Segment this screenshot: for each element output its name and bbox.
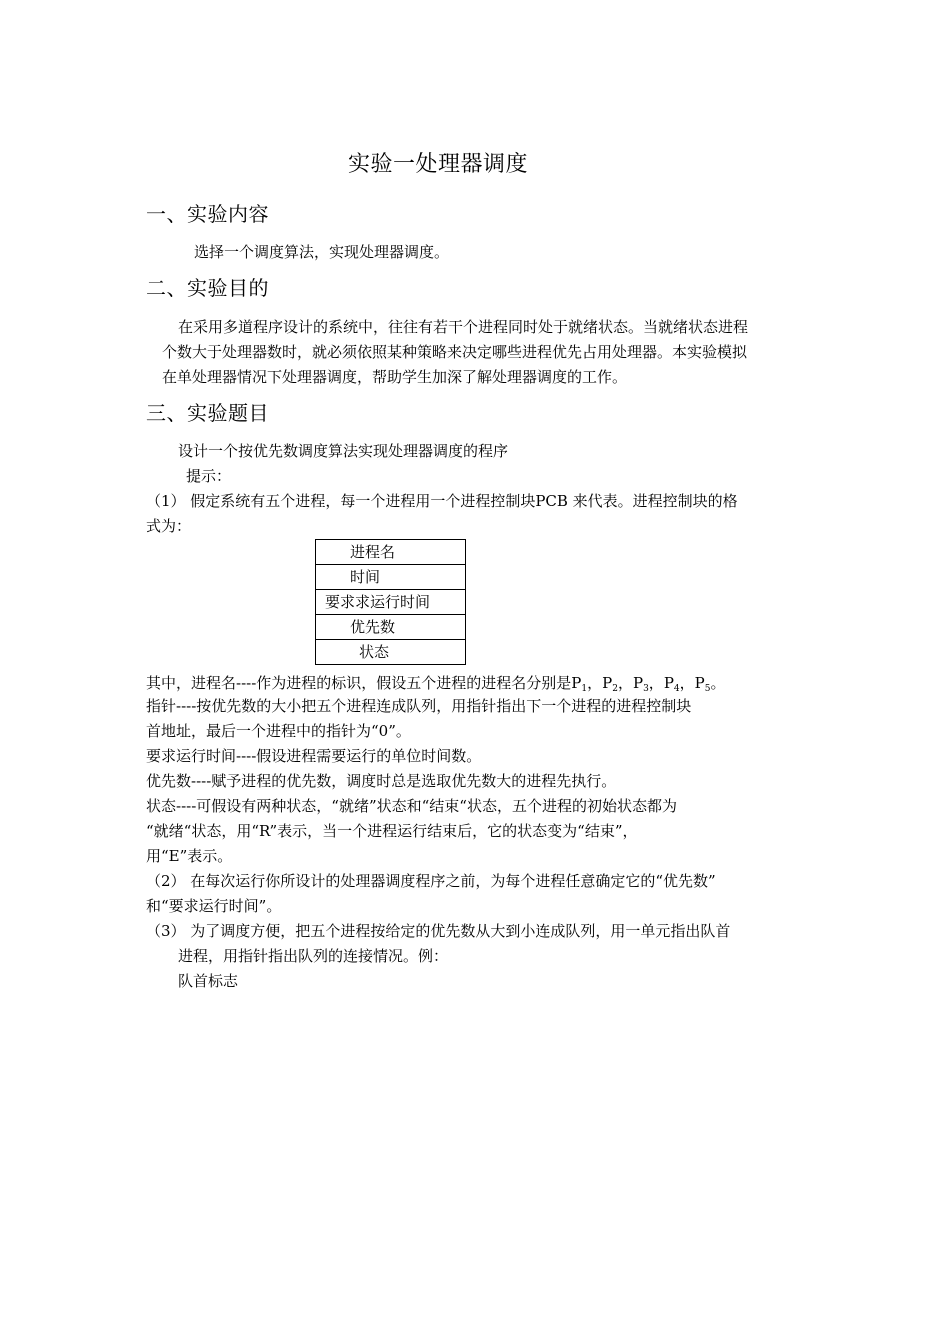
desc-end: 。	[710, 674, 726, 692]
sep: ，	[587, 674, 603, 692]
process-sub-2: 2	[612, 684, 618, 694]
item-3-line-1: （3） 为了调度方便，把五个进程按给定的优先数从大到小连成队列，用一单元指出队首	[146, 922, 731, 940]
process-p2: P	[602, 674, 613, 692]
section-3-heading: 三、实验题目	[146, 401, 269, 425]
desc-pointer-line-1: 指针----按优先数的大小把五个进程连成队列，用指针指出下一个进程的进程控制块	[146, 697, 692, 715]
desc-pointer-line-2: 首地址，最后一个进程中的指针为“0”。	[146, 722, 411, 740]
desc-state-line-1: 状态----可假设有两种状态，“就绪”状态和“结束“状态，五个进程的初始状态都为	[146, 797, 677, 815]
item-1-line-1: （1） 假定系统有五个进程，每一个进程用一个进程控制块PCB 来代表。进程控制块的格	[146, 492, 738, 510]
desc-state-line-3: 用“E”表示。	[146, 847, 233, 865]
pcb-field: 进程名	[350, 543, 396, 561]
pcb-row	[316, 540, 466, 565]
section-2-line-2: 个数大于处理器数时，就必须依照某种策略来决定哪些进程优先占用处理器。本实验模拟	[162, 343, 748, 361]
item-3-line-2: 进程，用指针指出队列的连接情况。例：	[178, 947, 449, 965]
process-sub-1: 1	[581, 684, 588, 694]
pcb-field: 要求求运行时间	[325, 593, 431, 611]
pcb-row	[316, 640, 466, 665]
process-p1: P	[571, 674, 582, 692]
pcb-row	[316, 565, 466, 590]
item-2-line-1: （2） 在每次运行你所设计的处理器调度程序之前，为每个进程任意确定它的“优先数”	[146, 872, 716, 890]
section-3-subtitle: 设计一个按优先数调度算法实现处理器调度的程序	[178, 442, 509, 460]
section-2-heading: 二、实验目的	[146, 276, 269, 300]
sep: ，	[679, 674, 695, 692]
pcb-row	[316, 590, 466, 615]
item-2-line-2: 和“要求运行时间”。	[146, 897, 282, 915]
page-title: 实验一处理器调度	[348, 152, 529, 177]
process-sub-5: 5	[704, 684, 711, 694]
process-sub-3: 3	[643, 684, 649, 694]
sep: ，	[617, 674, 633, 692]
pcb-field: 优先数	[350, 618, 396, 636]
pcb-field: 时间	[350, 568, 381, 586]
hint-label: 提示：	[186, 467, 232, 485]
item-1-line-2: 式为：	[146, 517, 192, 535]
pcb-format-table	[315, 539, 466, 665]
process-sub-4: 4	[673, 684, 680, 694]
pcb-field: 状态	[359, 643, 390, 661]
desc-name-prefix: 其中，进程名----作为进程的标识，假设五个进程的进程名分别是	[146, 674, 572, 692]
desc-priority: 优先数----赋予进程的优先数，调度时总是选取优先数大的进程先执行。	[146, 772, 617, 790]
section-1-heading: 一、实验内容	[146, 202, 269, 226]
pcb-row	[316, 615, 466, 640]
desc-state-line-2: “就绪“状态，用“R”表示，当一个进程运行结束后，它的状态变为“结束”，	[146, 822, 638, 840]
desc-runtime: 要求运行时间----假设进程需要运行的单位时间数。	[146, 747, 482, 765]
process-p4: P	[663, 674, 674, 692]
desc-process-names	[146, 671, 726, 696]
section-1-body: 选择一个调度算法，实现处理器调度。	[194, 243, 450, 261]
section-2-line-3: 在单处理器情况下处理器调度，帮助学生加深了解处理器调度的工作。	[162, 368, 628, 386]
sep: ，	[648, 674, 664, 692]
section-2-line-1: 在采用多道程序设计的系统中，往往有若干个进程同时处于就绪状态。当就绪状态进程	[178, 318, 749, 336]
process-p5: P	[694, 674, 705, 692]
process-p3: P	[632, 674, 644, 692]
item-3-line-3: 队首标志	[178, 972, 239, 990]
